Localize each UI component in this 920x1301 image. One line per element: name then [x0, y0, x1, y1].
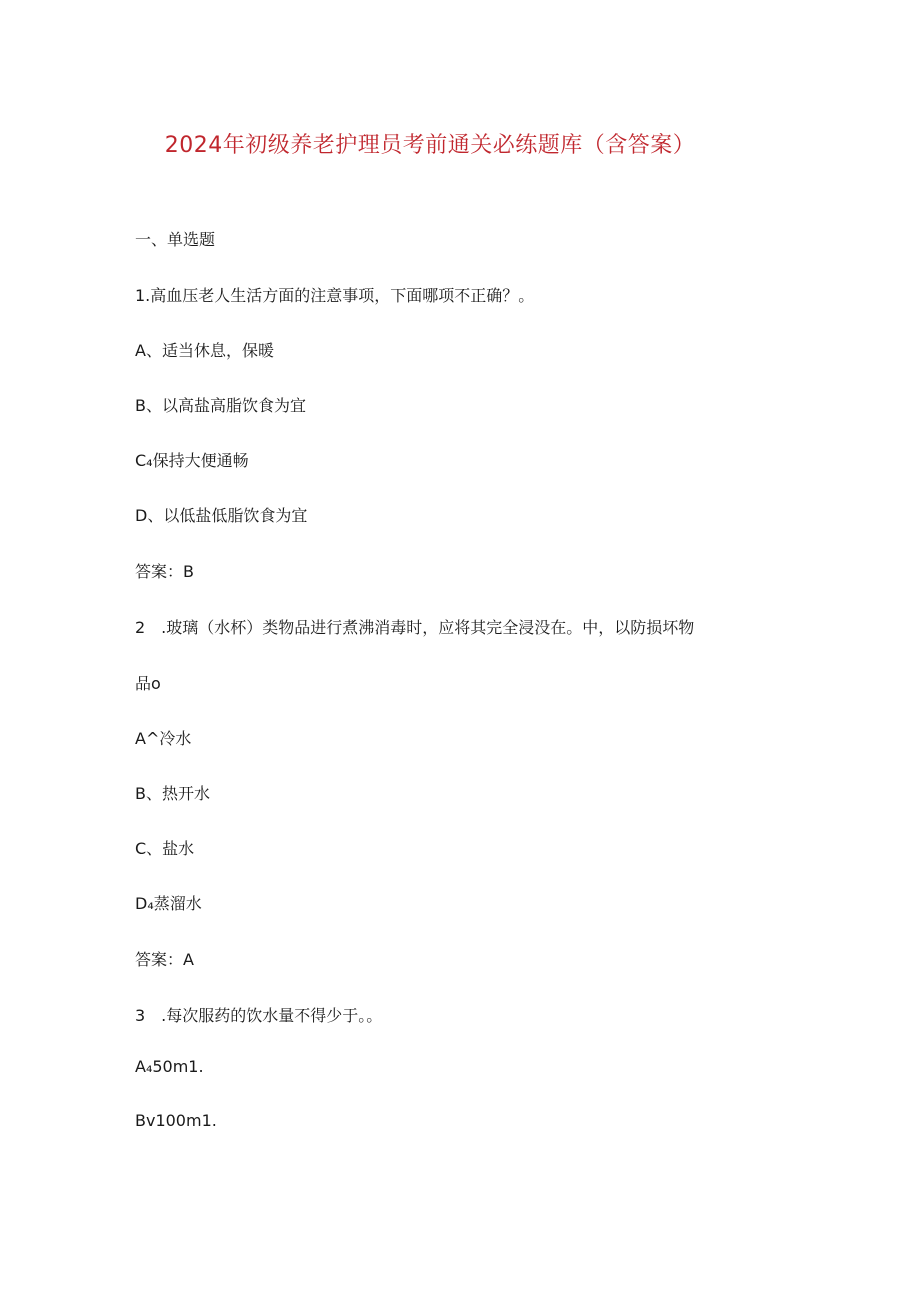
- question-2-text: 2 .玻璃（水杯）类物品进行煮沸消毒时，应将其完全浸没在。中，以防损坏物: [135, 618, 695, 637]
- question-2-option-c: C、盐水: [135, 839, 195, 858]
- question-2-option-b: B、热开水: [135, 784, 210, 803]
- question-1-option-a: A、适当休息，保暖: [135, 341, 274, 360]
- question-2-option-a: A^冷水: [135, 729, 192, 748]
- document-title: 2024年初级养老护理员考前通关必练题库（含答案）: [164, 133, 696, 158]
- section-heading: 一、单选题: [135, 230, 216, 249]
- question-1-text: 1.高血压老人生活方面的注意事项，下面哪项不正确？。: [135, 286, 535, 305]
- question-3-option-b: Bv100m1.: [135, 1111, 217, 1130]
- question-3-text: 3 .每次服药的饮水量不得少于。。: [135, 1006, 383, 1025]
- question-2-option-d: D₄蒸溜水: [135, 894, 202, 913]
- question-1-option-d: D、以低盐低脂饮食为宜: [135, 506, 308, 525]
- question-1-option-b: B、以高盐高脂饮食为宜: [135, 396, 306, 415]
- question-2-answer: 答案：A: [135, 950, 194, 969]
- question-1-answer: 答案：B: [135, 562, 194, 581]
- question-1-option-c: C₄保持大便通畅: [135, 451, 249, 470]
- question-2-text-continued: 品o: [135, 674, 161, 693]
- question-3-option-a: A₄50m1.: [135, 1057, 204, 1076]
